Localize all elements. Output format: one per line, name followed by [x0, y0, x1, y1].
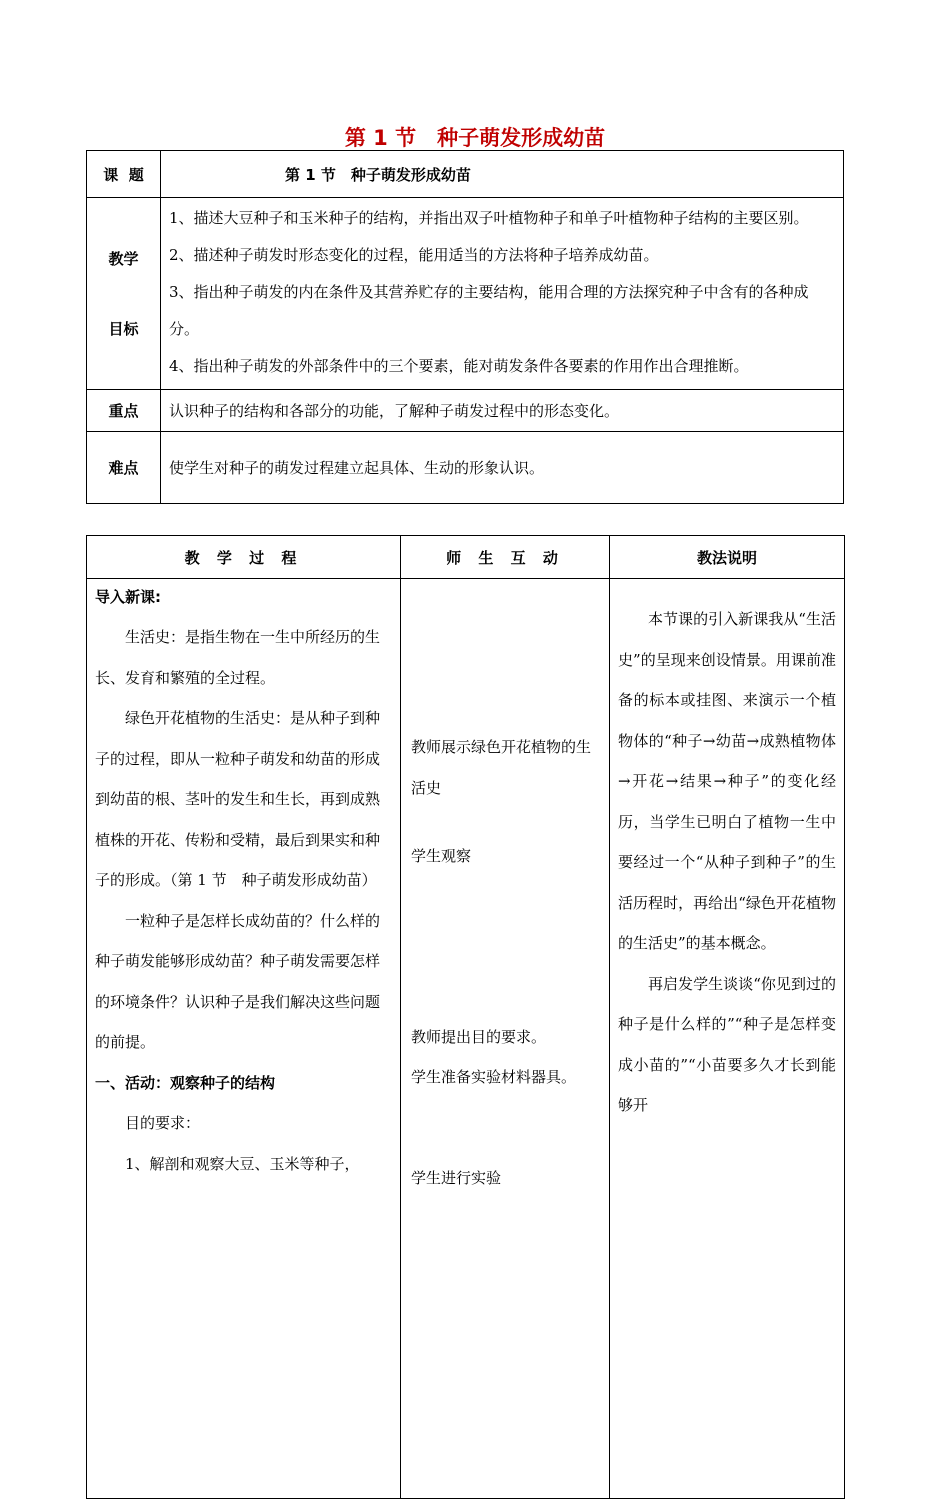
key-point-row [87, 390, 844, 432]
process-body-row [87, 579, 845, 1499]
lesson-info-table [86, 150, 844, 504]
process-header-row [87, 536, 845, 579]
interaction-item: 学生观察 [411, 847, 472, 865]
interaction-item: 教师提出目的要求。 [411, 1027, 547, 1046]
interaction-item: 教师展示绿色开花植物的生活史 [411, 738, 592, 797]
topic-label: 课 题 [87, 151, 161, 198]
goals-list [161, 198, 844, 390]
interaction-spacer [411, 583, 601, 727]
activity-heading: 一、活动：观察种子的结构 [95, 1073, 276, 1092]
header-process: 教 学 过 程 [87, 536, 401, 579]
key-point-label: 重点 [87, 390, 161, 432]
goal-item: 2、描述种子萌发时形态变化的过程，能用适当的方法将种子培养成幼苗。 [169, 246, 659, 264]
difficulty-label: 难点 [87, 432, 161, 504]
step-item: 1、解剖和观察大豆、玉米等种子， [125, 1154, 360, 1173]
method-paragraph: 再启发学生谈谈“你见到过的种子是什么样的”“种子是怎样变成小苗的”“小苗要多久才长到能够开 [618, 974, 836, 1114]
process-table [86, 535, 845, 1499]
interaction-cell [401, 579, 610, 1499]
goals-label-line2: 目标 [108, 319, 139, 338]
goal-item: 3、指出种子萌发的内在条件及其营养贮存的主要结构，能用合理的方法探究种子中含有的各种成分。 [169, 283, 809, 338]
header-interaction: 师 生 互 动 [401, 536, 610, 579]
goals-label-line1: 教学 [108, 249, 139, 268]
header-method: 教法说明 [610, 536, 845, 579]
method-paragraph: 本节课的引入新课我从“生活史”的呈现来创设情景。用课前准备的标本或挂图、来演示一个植物体的“种子→幼苗→成熟植物体→开花→结果→种子”的变化经历，当学生已明白了植物一生中要经过一个“从种子到种子”的生活历程时，再给出“绿色开花植物的生活史”的基本概念。 [618, 610, 836, 952]
difficulty-row [87, 432, 844, 504]
intro-heading: 导入新课: [95, 588, 161, 606]
interaction-item: 学生准备实验材料器具。 [411, 1068, 577, 1086]
method-cell [610, 579, 845, 1499]
interaction-spacer [411, 808, 601, 836]
key-point-value: 认识种子的结构和各部分的功能，了解种子萌发过程中的形态变化。 [161, 390, 844, 432]
process-paragraph: 一粒种子是怎样长成幼苗的？什么样的种子萌发能够形成幼苗？种子萌发需要怎样的环境条件？认识种子是我们解决这些问题的前提。 [95, 911, 381, 1051]
process-paragraph: 绿色开花植物的生活史：是从种子到种子的过程，即从一粒种子萌发和幼苗的形成到幼苗的根、茎叶的发生和生长，再到成熟植株的开花、传粉和受精，最后到果实和种子的形成。（第 1 节 种子萌发形成幼苗） [95, 709, 381, 889]
method-spacer [618, 583, 836, 599]
goal-item: 1、描述大豆种子和玉米种子的结构，并指出双子叶植物种子和单子叶植物种子结构的主要区别。 [169, 209, 809, 227]
interaction-spacer [411, 1098, 601, 1158]
goal-item: 4、指出种子萌发的外部条件中的三个要素，能对萌发条件各要素的作用作出合理推断。 [169, 357, 749, 375]
process-cell [87, 579, 401, 1499]
goals-row [87, 198, 844, 390]
topic-value: 第 1 节 种子萌发形成幼苗 [161, 151, 844, 198]
goals-label [87, 198, 161, 390]
page-title: 第 1 节 种子萌发形成幼苗 [344, 126, 606, 150]
goal-label: 目的要求： [125, 1114, 201, 1132]
difficulty-value: 使学生对种子的萌发过程建立起具体、生动的形象认识。 [161, 432, 844, 504]
interaction-item: 学生进行实验 [411, 1168, 502, 1187]
topic-row [87, 151, 844, 198]
process-paragraph: 生活史：是指生物在一生中所经历的生长、发育和繁殖的全过程。 [95, 628, 381, 687]
interaction-spacer [411, 877, 601, 1017]
